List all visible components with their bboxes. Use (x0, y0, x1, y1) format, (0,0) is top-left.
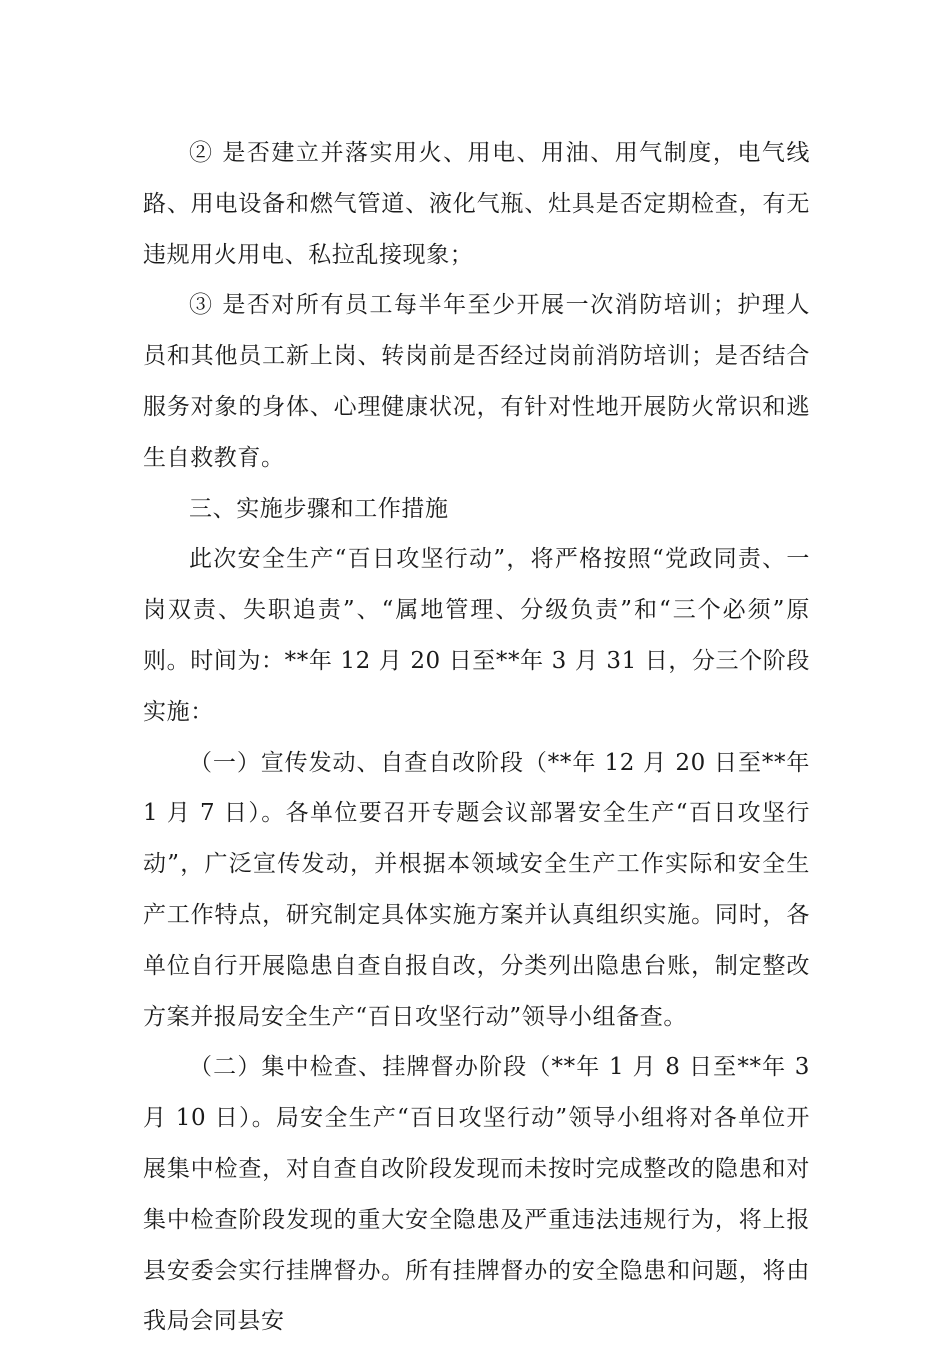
paragraph-stage-one: （一）宣传发动、自查自改阶段（**年 12 月 20 日至**年 1 月 7 日）。各单位要召开专题会议部署安全生产“百日攻坚行动”，广泛宣传发动，并根据本领域安全生产工作实际和安全生产工作特点，研究制定具体实施方案并认真组织实施。同时，各单位自行开展隐患自查自报自改，分类列出隐患台账，制定整改方案并报局安全生产“百日攻坚行动”领导小组备查。 (143, 749, 810, 1030)
document-body (143, 128, 810, 1347)
paragraph-item-3-check: ③ 是否对所有员工每半年至少开展一次消防培训；护理人员和其他员工新上岗、转岗前是否经过岗前消防培训；是否结合服务对象的身体、心理健康状况，有针对性地开展防火常识和逃生自救教育。 (143, 292, 810, 471)
paragraph-principles: 此次安全生产“百日攻坚行动”，将严格按照“党政同责、一岗双责、失职追责”、“属地管理、分级负责”和“三个必须”原则。时间为：**年 12 月 20 日至**年 3 月 31 日，分三个阶段实施： (143, 546, 810, 725)
paragraph-item-2-check: ② 是否建立并落实用火、用电、用油、用气制度，电气线路、用电设备和燃气管道、液化气瓶、灶具是否定期检查，有无违规用火用电、私拉乱接现象； (143, 140, 810, 268)
paragraph-stage-two: （二）集中检查、挂牌督办阶段（**年 1 月 8 日至**年 3 月 10 日）。局安全生产“百日攻坚行动”领导小组将对各单位开展集中检查，对自查自改阶段发现而未按时完成整改的隐患和对集中检查阶段发现的重大安全隐患及严重违法违规行为，将上报县安委会实行挂牌督办。所有挂牌督办的安全隐患和问题，将由我局会同县安 (143, 1054, 810, 1335)
section-heading: 三、实施步骤和工作措施 (189, 495, 449, 522)
